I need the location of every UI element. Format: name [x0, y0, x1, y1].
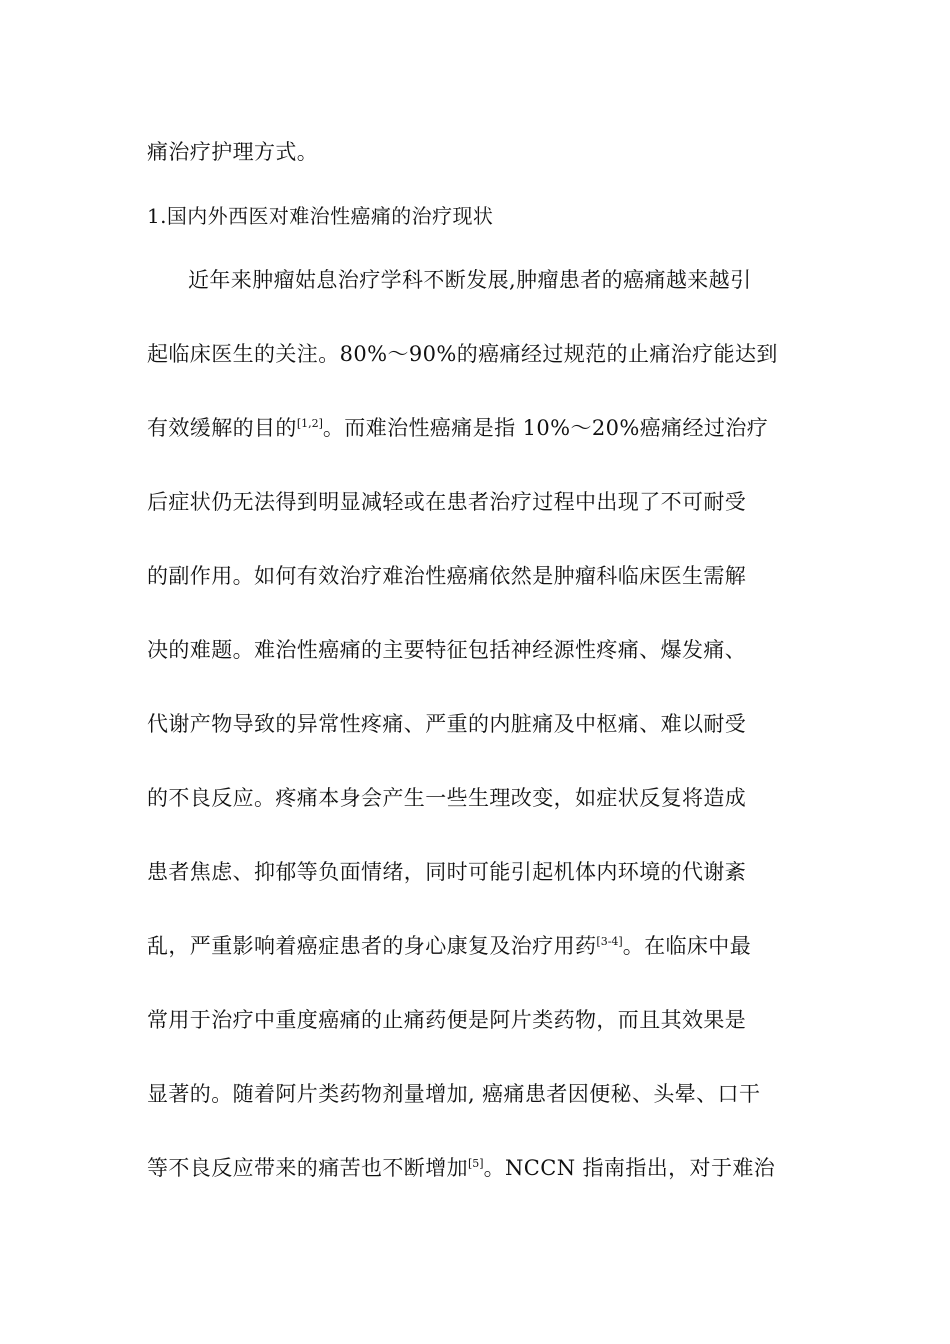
- text-segment: 。NCCN 指南指出，对于难治: [483, 1156, 776, 1180]
- paragraph-line: 近年来肿瘤姑息治疗学科不断发展,肿瘤患者的癌痛越来越引: [188, 268, 752, 292]
- text-segment: 。在临床中最: [622, 934, 752, 958]
- paragraph-line: 决的难题。难治性癌痛的主要特征包括神经源性疼痛、爆发痛、: [147, 638, 747, 662]
- text-segment: 等不良反应带来的痛苦也不断增加: [147, 1156, 468, 1180]
- paragraph-line-with-citation: [147, 932, 751, 964]
- section-heading: 1.国内外西医对难治性癌痛的治疗现状: [147, 204, 494, 228]
- paragraph-line: 常用于治疗中重度癌痛的止痛药便是阿片类药物，而且其效果是: [147, 1008, 747, 1032]
- text-segment: 有效缓解的目的: [147, 416, 297, 440]
- text-segment: 乱，严重影响着癌症患者的身心康复及治疗用药: [147, 934, 597, 958]
- paragraph-line-with-citation: [147, 1154, 775, 1186]
- citation-marker: [1,2]: [296, 417, 323, 430]
- paragraph-line-with-citation: [147, 414, 768, 446]
- paragraph-line: 的副作用。如何有效治疗难治性癌痛依然是肿瘤科临床医生需解: [147, 564, 747, 588]
- paragraph-line: 的不良反应。疼痛本身会产生一些生理改变，如症状反复将造成: [147, 786, 747, 810]
- paragraph-line-continuation: 痛治疗护理方式。: [147, 140, 319, 164]
- paragraph-line: 后症状仍无法得到明显减轻或在患者治疗过程中出现了不可耐受: [147, 490, 747, 514]
- citation-marker: [3-4]: [596, 935, 623, 948]
- text-segment: 。而难治性癌痛是指 10%～20%癌痛经过治疗: [322, 416, 769, 440]
- paragraph-line: 代谢产物导致的异常性疼痛、严重的内脏痛及中枢痛、难以耐受: [147, 712, 747, 736]
- paragraph-line: 患者焦虑、抑郁等负面情绪，同时可能引起机体内环境的代谢紊: [147, 860, 747, 884]
- citation-marker: [5]: [468, 1157, 484, 1170]
- paragraph-line: 显著的。随着阿片类药物剂量增加, 癌痛患者因便秘、头晕、口干: [147, 1082, 761, 1106]
- paragraph-line: 起临床医生的关注。80%～90%的癌痛经过规范的止痛治疗能达到: [147, 342, 778, 366]
